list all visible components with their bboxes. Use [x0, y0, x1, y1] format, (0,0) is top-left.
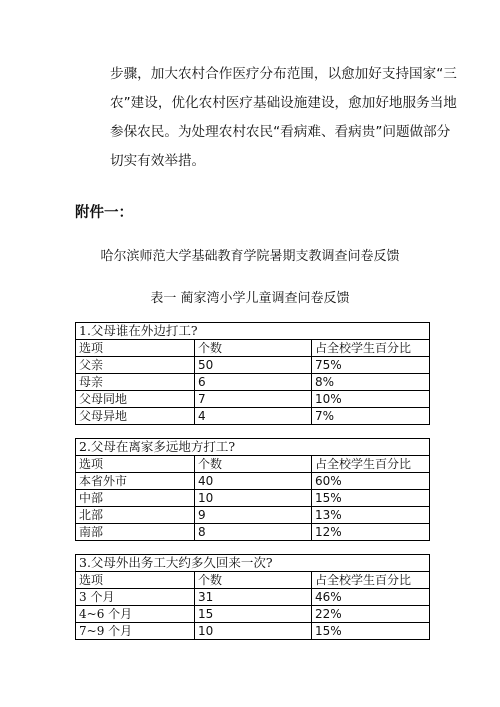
- option-cell: 父母异地: [76, 408, 195, 425]
- option-cell: 父亲: [76, 357, 195, 374]
- table-row: [76, 589, 430, 606]
- percent-cell: 75%: [312, 357, 430, 374]
- table-caption: 表一 蔺家湾小学儿童调查问卷反馈: [150, 291, 350, 306]
- table-row: [76, 507, 430, 524]
- count-cell: 40: [195, 473, 312, 490]
- option-cell: 北部: [76, 507, 195, 524]
- question-title-row: [76, 323, 430, 340]
- count-cell: 15: [195, 606, 312, 623]
- table-row: [76, 357, 430, 374]
- table-row: [76, 408, 430, 425]
- header-row: [76, 340, 430, 357]
- count-cell: 4: [195, 408, 312, 425]
- paragraph-line: 参保农民。为处理农村农民“看病难、看病贵”问题做部分: [110, 124, 451, 140]
- header-cell: 占全校学生百分比: [312, 340, 430, 357]
- percent-cell: 15%: [312, 623, 430, 640]
- table-row: [76, 524, 430, 541]
- attachment-heading: 附件一：: [75, 205, 133, 221]
- table-row: [76, 623, 430, 640]
- survey-title: 哈尔滨师范大学基础教育学院暑期支教调查问卷反馈: [100, 249, 400, 264]
- paragraph-line: 切实有效举措。: [110, 153, 206, 169]
- count-cell: 8: [195, 524, 312, 541]
- header-cell: 个数: [195, 456, 312, 473]
- option-cell: 本省外市: [76, 473, 195, 490]
- header-cell: 个数: [195, 340, 312, 357]
- count-cell: 50: [195, 357, 312, 374]
- count-cell: 7: [195, 391, 312, 408]
- percent-cell: 15%: [312, 490, 430, 507]
- header-cell: 占全校学生百分比: [312, 572, 430, 589]
- option-cell: 母亲: [76, 374, 195, 391]
- header-row: [76, 572, 430, 589]
- question-table-2: [75, 438, 429, 541]
- table-row: [76, 391, 430, 408]
- question-title: 1.父母谁在外边打工?: [76, 323, 430, 340]
- count-cell: 9: [195, 507, 312, 524]
- question-table-3: [75, 554, 429, 640]
- count-cell: 10: [195, 490, 312, 507]
- table-row: [76, 374, 430, 391]
- percent-cell: 22%: [312, 606, 430, 623]
- header-cell: 个数: [195, 572, 312, 589]
- question-table-1: [75, 322, 429, 425]
- percent-cell: 13%: [312, 507, 430, 524]
- option-cell: 7~9 个月: [76, 623, 195, 640]
- percent-cell: 8%: [312, 374, 430, 391]
- percent-cell: 46%: [312, 589, 430, 606]
- paragraph-line: 农”建设，优化农村医疗基础设施建设，愈加好地服务当地: [110, 95, 457, 111]
- table-row: [76, 606, 430, 623]
- option-cell: 4~6 个月: [76, 606, 195, 623]
- option-cell: 中部: [76, 490, 195, 507]
- body-paragraph: [110, 60, 457, 176]
- percent-cell: 12%: [312, 524, 430, 541]
- header-cell: 选项: [76, 456, 195, 473]
- count-cell: 31: [195, 589, 312, 606]
- count-cell: 10: [195, 623, 312, 640]
- header-cell: 占全校学生百分比: [312, 456, 430, 473]
- question-title-row: [76, 555, 430, 572]
- option-cell: 父母同地: [76, 391, 195, 408]
- question-title: 2.父母在离家多远地方打工?: [76, 439, 430, 456]
- percent-cell: 60%: [312, 473, 430, 490]
- option-cell: 南部: [76, 524, 195, 541]
- table-row: [76, 490, 430, 507]
- percent-cell: 10%: [312, 391, 430, 408]
- header-row: [76, 456, 430, 473]
- header-cell: 选项: [76, 340, 195, 357]
- paragraph-line: 步骤，加大农村合作医疗分布范围，以愈加好支持国家“三: [110, 66, 457, 82]
- count-cell: 6: [195, 374, 312, 391]
- table-row: [76, 473, 430, 490]
- header-cell: 选项: [76, 572, 195, 589]
- option-cell: 3 个月: [76, 589, 195, 606]
- question-title: 3.父母外出务工大约多久回来一次?: [76, 555, 430, 572]
- question-title-row: [76, 439, 430, 456]
- percent-cell: 7%: [312, 408, 430, 425]
